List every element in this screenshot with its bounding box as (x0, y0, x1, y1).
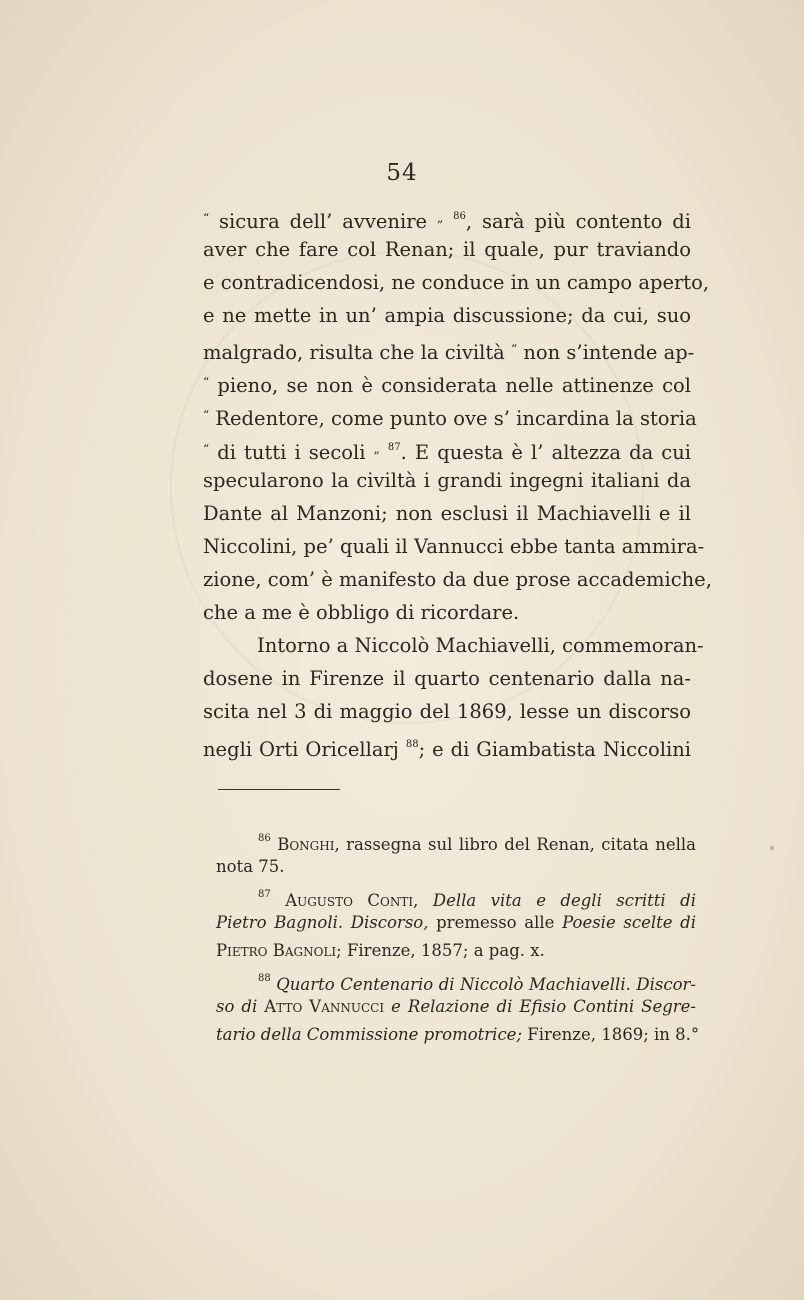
footnote-88: $^{88}$ Quarto Centenario di Niccolò Machiavelli. Discor- (258, 973, 696, 994)
text-line: e ne mette in un’ ampia discussione; da cui, suo (203, 304, 691, 327)
text-line: zione, com’ è manifesto da due prose accademiche, (203, 568, 712, 591)
text-line: che a me è obbligo di ricordare. (203, 601, 520, 624)
text-line: “ Redentore, come punto ove s’ incardina la storia (203, 407, 697, 430)
text-line: specularono la civiltà i grandi ingegni italiani da (203, 469, 691, 492)
footnote-86-cont: nota 75. (216, 857, 285, 876)
text-line: e contradicendosi, ne conduce in un campo aperto, (203, 271, 710, 294)
page-number: 54 (386, 160, 418, 186)
footnote-ref: 88 (405, 739, 419, 750)
footnote-87: $^{87}$ Augusto Conti, Della vita e degli scritti di (258, 889, 696, 910)
footnote-87-cont: Pietro Bagnoli. Discorso, premesso alle Poesie scelte di (216, 913, 697, 932)
text-line: Intorno a Niccolò Machiavelli, commemoran- (257, 634, 704, 657)
footnote-88-cont: tario della Commissione promotrice; Firenze, 1869; in 8.° (216, 1025, 700, 1044)
text-line: aver che fare col Renan; il quale, pur traviando (203, 238, 691, 261)
text-line: Dante al Manzoni; non esclusi il Machiavelli e il (203, 502, 691, 525)
footnote-ref: 87 (387, 442, 401, 453)
text-line: “ di tutti i secoli „ $^{87}$. E questa è l’ altezza da cui (203, 441, 692, 464)
text-line: “ pieno, se non è considerata nelle attinenze col (203, 374, 691, 397)
text-line: “ sicura dell’ avvenire „ $^{86}$, sarà più contento di (203, 210, 692, 233)
footnote-ref: 86 (453, 211, 466, 222)
text-line: malgrado, risulta che la civiltà “ non s’intende ap- (203, 341, 695, 364)
footnote-88-cont: so di Atto Vannucci e Relazione di Efisio Contini Segre- (216, 997, 697, 1016)
text-line: Niccolini, pe’ quali il Vannucci ebbe tanta ammira- (203, 535, 705, 558)
text-line: scita nel 3 di maggio del 1869, lesse un discorso (203, 700, 691, 723)
footnote-86: $^{86}$ Bonghi, rassegna sul libro del Renan, citata nella (258, 833, 696, 854)
footnote-87-cont: Pietro Bagnoli; Firenze, 1857; a pag. x. (216, 941, 545, 960)
text-line: dosene in Firenze il quarto centenario dalla na- (203, 667, 691, 690)
paper-spot (770, 846, 774, 850)
footnote-separator (218, 789, 340, 790)
text-line: negli Orti Oricellarj $^{88}$; e di Giambatista Niccolini (203, 738, 691, 761)
